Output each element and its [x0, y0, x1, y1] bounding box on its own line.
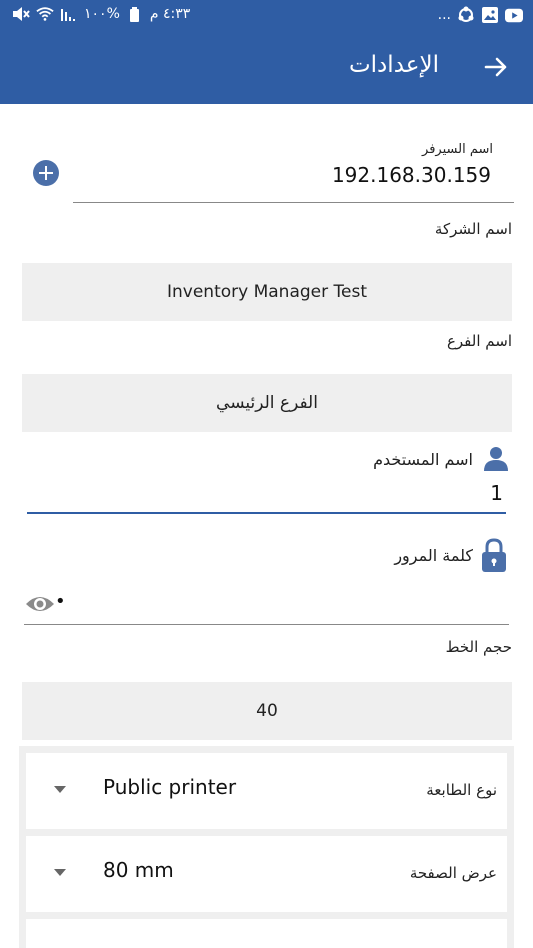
username-label: اسم المستخدم: [373, 450, 473, 469]
lock-icon: [481, 538, 507, 572]
status-right: [438, 7, 523, 23]
password-underline: [24, 624, 509, 625]
branch-field[interactable]: الفرع الرئيسي: [22, 374, 512, 432]
youtube-icon: [505, 7, 523, 23]
page-width-value: 80 mm: [103, 858, 174, 882]
printer-type-label: نوع الطابعة: [426, 781, 497, 799]
font-size-label: حجم الخط: [445, 638, 512, 656]
status-time: ٤:٣٣ م: [149, 6, 191, 22]
page-width-dropdown[interactable]: [26, 836, 507, 912]
font-size-field[interactable]: 40: [22, 682, 512, 740]
eye-icon[interactable]: [25, 593, 55, 615]
printer-type-value: Public printer: [103, 775, 237, 799]
battery-icon: [126, 6, 144, 22]
sync-icon: [457, 7, 475, 23]
signal-icon: [60, 6, 78, 22]
mute-icon: [12, 6, 30, 22]
server-input[interactable]: 192.168.30.159: [331, 163, 491, 187]
next-setting-card[interactable]: [26, 919, 507, 948]
status-bar: [0, 0, 533, 32]
wifi-icon: [36, 6, 54, 22]
chevron-down-icon: [54, 869, 66, 876]
gallery-icon: [481, 7, 499, 23]
battery-percent: %١٠٠: [84, 6, 120, 22]
user-icon: [483, 445, 509, 471]
username-underline: [27, 512, 506, 514]
app-bar: [0, 32, 533, 104]
page-width-label: عرض الصفحة: [409, 864, 497, 882]
page-title: الإعدادات: [349, 52, 439, 78]
password-label: كلمة المرور: [394, 546, 473, 565]
username-input[interactable]: 1: [490, 481, 503, 505]
status-more: ...: [437, 7, 451, 23]
status-left: [12, 6, 190, 22]
branch-label: اسم الفرع: [446, 332, 512, 350]
company-field[interactable]: Inventory Manager Test: [22, 263, 512, 321]
add-server-button[interactable]: [33, 160, 59, 186]
arrow-right-icon: [481, 52, 511, 82]
back-button[interactable]: [481, 52, 511, 82]
password-input[interactable]: •: [55, 591, 66, 612]
chevron-down-icon: [54, 786, 66, 793]
server-input-underline: [73, 202, 514, 203]
printer-settings-panel: [19, 746, 514, 948]
server-label: اسم السيرفر: [422, 142, 493, 157]
company-label: اسم الشركة: [434, 220, 512, 238]
printer-type-dropdown[interactable]: [26, 753, 507, 829]
